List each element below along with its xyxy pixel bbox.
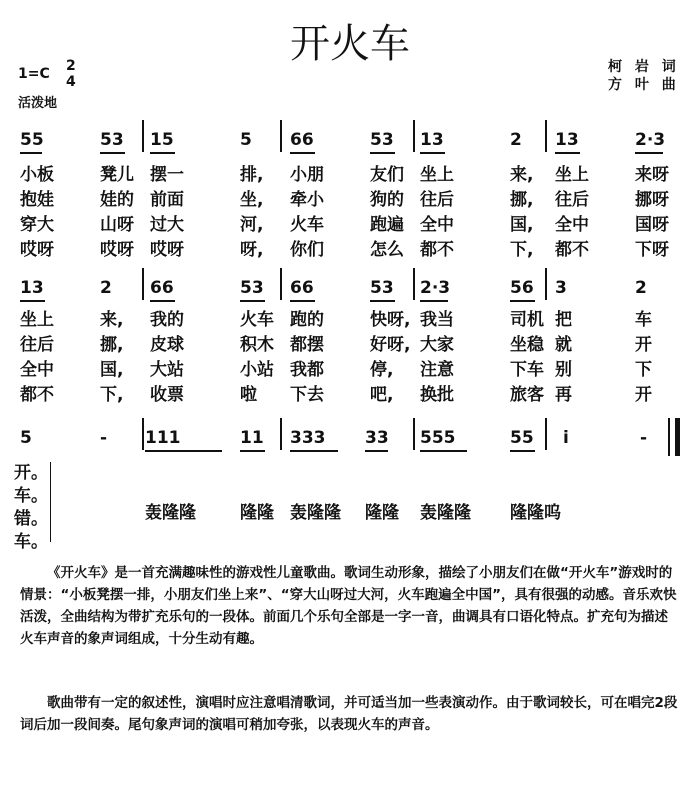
lyric: 全中 [555, 215, 589, 235]
beam-underline [150, 300, 175, 302]
lyric: 大家 [420, 335, 454, 355]
lyric: 小朋 [290, 165, 324, 185]
barline [413, 268, 415, 300]
lyric: 跑遍 [370, 215, 404, 235]
lyric: 全中 [20, 360, 54, 380]
barline [142, 418, 144, 450]
lyric: 车 [635, 310, 652, 330]
beam-underline [20, 152, 42, 154]
lyric: 坐上 [20, 310, 54, 330]
note: 111 [145, 428, 181, 448]
note: 2·3 [635, 130, 666, 150]
lyric: 把 [555, 310, 572, 330]
verse-ending: 车。 [14, 486, 48, 506]
note: 555 [420, 428, 456, 448]
note: 2·3 [420, 278, 451, 298]
lyric: 下, [510, 240, 534, 260]
note: 15 [150, 130, 174, 150]
lyric: 国, [510, 215, 534, 235]
note: 53 [100, 130, 124, 150]
lyric: 友们 [370, 165, 404, 185]
lyric: 往后 [20, 335, 54, 355]
beam-underline [420, 152, 445, 154]
verse-ending: 车。 [14, 532, 48, 552]
lyric: 坐, [240, 190, 264, 210]
verse-ending: 错。 [14, 509, 48, 529]
time-signature-bottom: 4 [66, 74, 76, 90]
lyric: 前面 [150, 190, 184, 210]
note: 2 [635, 278, 647, 298]
key-signature: 1=C [18, 66, 50, 82]
beam-underline [555, 152, 580, 154]
lyric: 跑的 [290, 310, 324, 330]
barline [142, 268, 144, 300]
description-paragraph-1: 《开火车》是一首充满趣味性的游戏性儿童歌曲。歌词生动形象，描绘了小朋友们在做“开火车”游戏时的情景：“小板凳摆一排，小朋友们坐上来”、“穿大山呀过大河，火车跑遍全中国”，具有很强的动感。音乐欢快活泼，全曲结构为带扩充乐句的一段体。前面几个乐句全部是一字一音，曲调具有口语化特点。扩充句为描述火车声音的象声词组成，十分生动有趣。 [20, 565, 677, 647]
note: 66 [290, 130, 314, 150]
barline [142, 120, 144, 152]
lyric: 都不 [420, 240, 454, 260]
onomatopoeia: 隆隆 [365, 503, 399, 523]
lyric: 怎么 [370, 240, 404, 260]
note: 55 [20, 130, 44, 150]
lyric: 哎呀 [20, 240, 54, 260]
onomatopoeia: 轰隆隆 [290, 503, 341, 523]
lyric: 收票 [150, 385, 184, 405]
verse-bracket [50, 462, 51, 542]
lyric: 往后 [420, 190, 454, 210]
lyric: 下车 [510, 360, 544, 380]
note: 11 [240, 428, 264, 448]
lyric: 停, [370, 360, 394, 380]
lyric: 司机 [510, 310, 544, 330]
beam-underline [290, 300, 315, 302]
lyric: 坐上 [420, 165, 454, 185]
composer-credit: 方 叶 曲 [608, 77, 680, 93]
lyric: 国, [100, 360, 124, 380]
note: 13 [420, 130, 444, 150]
lyric: 来, [510, 165, 534, 185]
lyric: 排, [240, 165, 264, 185]
note: - [100, 428, 108, 448]
beam-underline [145, 450, 222, 452]
lyric: 火车 [240, 310, 274, 330]
note: 5 [20, 428, 32, 448]
lyric: 下呀 [635, 240, 669, 260]
lyric: 都摆 [290, 335, 324, 355]
note: - [640, 428, 648, 448]
beam-underline [290, 450, 338, 452]
beam-underline [240, 450, 265, 452]
lyric: 火车 [290, 215, 324, 235]
beam-underline [420, 450, 467, 452]
song-title: 开火车 [290, 21, 410, 67]
lyric: 就 [555, 335, 572, 355]
lyric: 小站 [240, 360, 274, 380]
lyric: 开 [635, 385, 652, 405]
barline [545, 268, 547, 300]
note: 53 [240, 278, 264, 298]
lyric: 哎呀 [150, 240, 184, 260]
note: 66 [150, 278, 174, 298]
lyric: 挪, [510, 190, 534, 210]
note: 3 [555, 278, 567, 298]
beam-underline [20, 300, 45, 302]
lyric: 娃的 [100, 190, 134, 210]
lyric: 呀, [240, 240, 264, 260]
tempo-marking: 活泼地 [18, 96, 58, 111]
note: 66 [290, 278, 314, 298]
note: 2 [100, 278, 112, 298]
beam-underline [635, 152, 663, 154]
time-signature-top: 2 [66, 58, 76, 74]
lyric: 往后 [555, 190, 589, 210]
lyric: 摆一 [150, 165, 184, 185]
barline [545, 418, 547, 450]
onomatopoeia: 隆隆 [240, 503, 274, 523]
lyric: 全中 [420, 215, 454, 235]
lyric: 河, [240, 215, 264, 235]
lyric: 我都 [290, 360, 324, 380]
beam-underline [510, 300, 535, 302]
lyric: 坐上 [555, 165, 589, 185]
lyric: 都不 [20, 385, 54, 405]
lyric: 别 [555, 360, 572, 380]
lyric: 狗的 [370, 190, 404, 210]
lyric: 注意 [420, 360, 454, 380]
lyric: 小板 [20, 165, 54, 185]
description-paragraph-2: 歌曲带有一定的叙述性，演唱时应注意唱清歌词，并可适当加一些表演动作。由于歌词较长，可在唱完2段词后加一段间奏。尾句象声词的演唱可稍加夸张，以表现火车的声音。 [20, 695, 678, 733]
beam-underline [100, 152, 125, 154]
lyric: 啦 [240, 385, 257, 405]
note: 13 [555, 130, 579, 150]
lyric: 牵小 [290, 190, 324, 210]
lyric: 抱娃 [20, 190, 54, 210]
lyric: 下去 [290, 385, 324, 405]
lyric: 挪呀 [635, 190, 669, 210]
lyric: 来呀 [635, 165, 669, 185]
lyric: 坐稳 [510, 335, 544, 355]
beam-underline [240, 300, 265, 302]
lyric: 都不 [555, 240, 589, 260]
barline [280, 120, 282, 152]
lyric: 山呀 [100, 215, 134, 235]
barline [280, 418, 282, 450]
lyric: 来, [100, 310, 124, 330]
lyric: 开 [635, 335, 652, 355]
beam-underline [370, 300, 395, 302]
lyric: 快呀, [370, 310, 411, 330]
lyric: 穿大 [20, 215, 54, 235]
lyric: 我的 [150, 310, 184, 330]
beam-underline [420, 300, 448, 302]
lyric: 旅客 [510, 385, 544, 405]
lyric: 再 [555, 385, 572, 405]
onomatopoeia: 轰隆隆 [145, 503, 196, 523]
note: i [563, 428, 569, 448]
barline [413, 418, 415, 450]
note: 55 [510, 428, 534, 448]
note: 13 [20, 278, 44, 298]
lyric: 你们 [290, 240, 324, 260]
note: 2 [510, 130, 522, 150]
lyric: 凳儿 [100, 165, 134, 185]
lyric: 国呀 [635, 215, 669, 235]
lyric: 下 [635, 360, 652, 380]
lyric: 下, [100, 385, 124, 405]
barline [280, 268, 282, 300]
lyric: 吧, [370, 385, 394, 405]
final-barline-thick [675, 418, 680, 456]
note: 333 [290, 428, 326, 448]
beam-underline [365, 450, 388, 452]
beam-underline [150, 152, 175, 154]
verse-ending: 开。 [14, 463, 48, 483]
onomatopoeia: 轰隆隆 [420, 503, 471, 523]
beam-underline [370, 152, 395, 154]
barline [413, 120, 415, 152]
lyric: 换批 [420, 385, 454, 405]
lyric: 我当 [420, 310, 454, 330]
note: 53 [370, 130, 394, 150]
lyric: 积木 [240, 335, 274, 355]
lyric: 大站 [150, 360, 184, 380]
lyricist-credit: 柯 岩 词 [608, 59, 680, 75]
note: 33 [365, 428, 389, 448]
barline [545, 120, 547, 152]
lyric: 过大 [150, 215, 184, 235]
note: 5 [240, 130, 252, 150]
lyric: 好呀, [370, 335, 411, 355]
lyric: 哎呀 [100, 240, 134, 260]
lyric: 皮球 [150, 335, 184, 355]
final-barline-thin [668, 418, 670, 456]
beam-underline [510, 450, 535, 452]
note: 56 [510, 278, 534, 298]
lyric: 挪, [100, 335, 124, 355]
note: 53 [370, 278, 394, 298]
beam-underline [290, 152, 315, 154]
onomatopoeia: 隆隆呜 [510, 503, 561, 523]
